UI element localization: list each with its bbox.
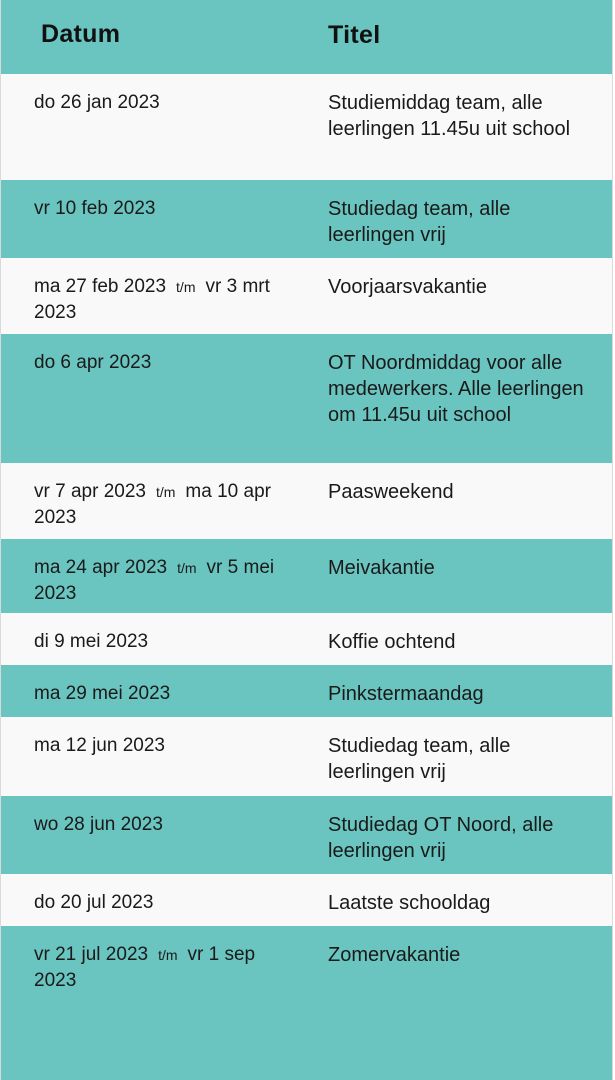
- table-row: [1, 258, 612, 334]
- date-end: ma 10 apr 2023: [34, 481, 271, 528]
- table-row: [1, 717, 612, 796]
- date-separator: t/m: [177, 560, 197, 576]
- date-start: do 6 apr 2023: [34, 352, 152, 373]
- row-title: OT Noordmiddag voor alle medewerkers. Alle leerlingen om 11.45u uit school: [328, 352, 584, 426]
- date-start: di 9 mei 2023: [34, 631, 149, 652]
- date-separator: t/m: [158, 947, 178, 963]
- row-date: [1, 555, 295, 603]
- row-title: Paasweekend: [328, 481, 454, 503]
- row-date: [1, 812, 295, 864]
- row-date: [1, 196, 295, 248]
- table-row: [1, 334, 612, 463]
- row-date: [1, 90, 295, 170]
- date-start: vr 7 apr 2023: [34, 481, 146, 502]
- table-header: [1, 0, 612, 74]
- row-date: [1, 681, 295, 707]
- row-title: Studiedag OT Noord, alle leerlingen vrij: [328, 814, 554, 862]
- date-separator: t/m: [155, 484, 176, 500]
- row-title: Voorjaarsvakantie: [328, 276, 487, 298]
- date-start: ma 29 mei 2023: [34, 683, 171, 704]
- date-start: vr 21 jul 2023: [34, 944, 149, 965]
- row-title: Studiedag team, alle leerlingen vrij: [328, 735, 511, 783]
- date-start: ma 27 feb 2023: [34, 276, 167, 297]
- row-date: [1, 350, 295, 453]
- table-row: [1, 874, 612, 926]
- row-title: Studiemiddag team, alle leerlingen 11.45u uit school: [328, 92, 571, 140]
- row-date: [1, 274, 295, 324]
- row-date: [1, 479, 295, 529]
- date-end: vr 5 mei 2023: [34, 557, 275, 604]
- table-row: [1, 180, 612, 258]
- table-row: [1, 613, 612, 665]
- date-start: ma 12 jun 2023: [34, 735, 165, 756]
- table-row: [1, 539, 612, 613]
- date-separator: t/m: [176, 279, 196, 295]
- table-row: [1, 463, 612, 539]
- row-title: Koffie ochtend: [328, 631, 456, 653]
- row-title: Meivakantie: [328, 557, 435, 579]
- date-start: wo 28 jun 2023: [34, 814, 163, 835]
- row-date: [1, 942, 295, 1070]
- date-start: do 20 jul 2023: [34, 892, 154, 913]
- row-date: [1, 629, 295, 655]
- table-row: [1, 926, 612, 1080]
- table-row: [1, 74, 612, 180]
- date-start: ma 24 apr 2023: [34, 557, 168, 578]
- header-date: Datum: [41, 20, 121, 48]
- row-title: Zomervakantie: [328, 944, 461, 966]
- table-row: [1, 796, 612, 874]
- row-date: [1, 890, 295, 916]
- row-title: Studiedag team, alle leerlingen vrij: [328, 198, 511, 246]
- date-end: vr 1 sep 2023: [34, 944, 256, 991]
- row-title: Pinkstermaandag: [328, 683, 484, 705]
- header-title: Titel: [328, 21, 381, 49]
- table-row: [1, 665, 612, 717]
- date-start: do 26 jan 2023: [34, 92, 160, 113]
- row-title: Laatste schooldag: [328, 892, 491, 914]
- row-date: [1, 733, 295, 786]
- date-end: vr 3 mrt 2023: [34, 276, 270, 323]
- date-start: vr 10 feb 2023: [34, 198, 156, 219]
